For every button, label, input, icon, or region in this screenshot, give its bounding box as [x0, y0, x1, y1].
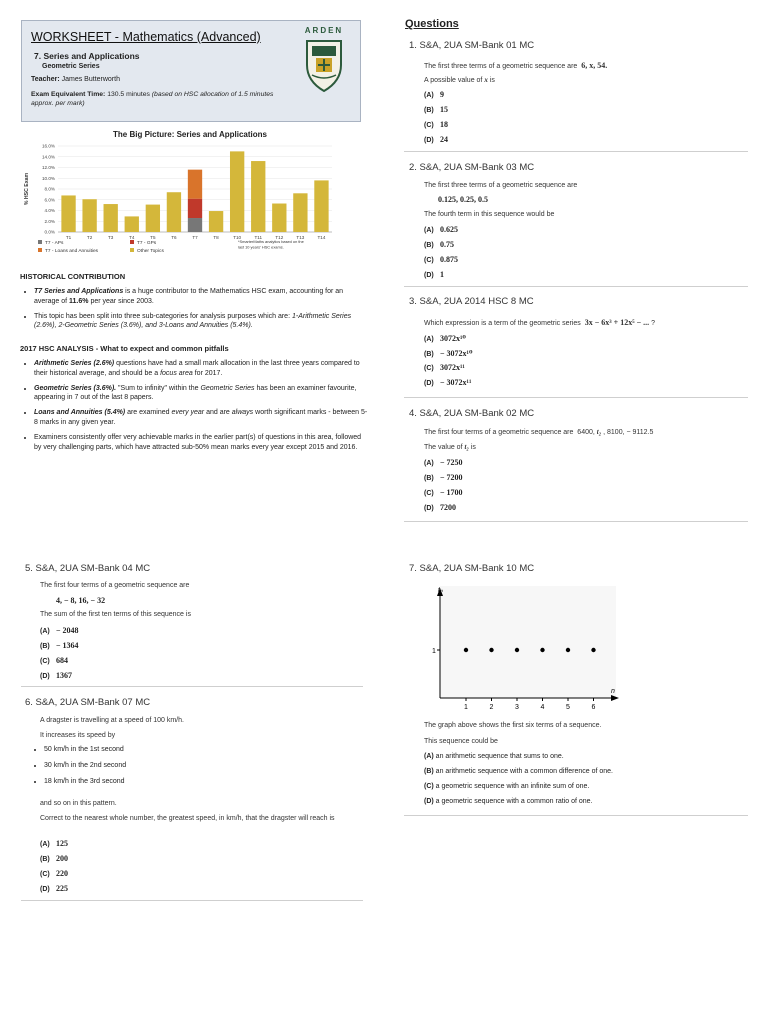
bar-T4 [125, 216, 139, 232]
q5-heading: 5. S&A, 2UA SM-Bank 04 MC [25, 563, 151, 574]
q3-options [424, 333, 472, 393]
exam-time-label: Exam Equivalent Time: [31, 91, 106, 98]
q6-option-a[interactable] [40, 839, 68, 854]
x-tick-label: T5 [150, 235, 156, 240]
bar-T1 [61, 195, 75, 232]
q7-option-c-value: a geometric sequence with an infinite sum of one. [435, 783, 590, 790]
chart-title: The Big Picture: Series and Applications [113, 130, 267, 139]
q5-option-c-letter: (C) [40, 658, 50, 665]
q2-option-c-value: 0.875 [440, 255, 458, 264]
q3-option-a[interactable] [424, 333, 472, 348]
q2-option-b-value: 0.75 [440, 240, 454, 249]
q2-option-d-letter: (D) [424, 272, 434, 279]
q1-option-b-letter: (B) [424, 107, 434, 114]
q7-option-d[interactable] [424, 798, 613, 813]
q5-expression: 4, − 8, 16, − 32 [56, 596, 106, 605]
q4-text: The first four terms of a geometric sequence are [424, 429, 574, 436]
q3-option-b-value: − 3072x¹⁰ [440, 349, 473, 358]
q7-divider [404, 815, 748, 816]
teacher-line [31, 76, 120, 83]
x-tick-label: T13 [296, 235, 305, 240]
x-tick-label: T14 [317, 235, 326, 240]
q1-option-b-value: 15 [440, 105, 448, 114]
q6-option-d[interactable] [40, 884, 68, 899]
q7-option-d-letter: (D) [424, 798, 434, 805]
q5-option-a-value: − 2048 [56, 626, 79, 635]
q7-heading: 7. S&A, 2UA SM-Bank 10 MC [409, 563, 535, 574]
teacher-label: Teacher: [31, 76, 60, 83]
q4-expression-term: t₂ [596, 428, 602, 436]
x-tick-label: T2 [86, 235, 93, 240]
x-tick-label: T3 [108, 235, 114, 240]
y-tick-label: 16.0% [41, 143, 55, 149]
analysis-bullet-3 [34, 408, 368, 428]
bar-T10 [230, 151, 244, 232]
q3-option-c-letter: (C) [424, 365, 434, 372]
q4-option-b-letter: (B) [424, 475, 434, 482]
q5-option-c[interactable] [40, 656, 79, 671]
q4-option-b[interactable] [424, 473, 463, 488]
historical-b1-end: per year since 2003. [88, 297, 154, 305]
q7-text: The graph above shows the first six terms of a sequence. [424, 722, 602, 729]
bar-T8 [209, 211, 223, 232]
q7-option-b[interactable] [424, 768, 613, 783]
analysis-b1-end: for 2017. [192, 369, 223, 377]
q7-sequence-graph [424, 580, 624, 710]
q7-sequence-point [489, 648, 493, 652]
q4-option-c-letter: (C) [424, 490, 434, 497]
q3-text-end: ? [651, 320, 656, 327]
analysis-b2-end: has been an examiner favourite, appearing in 7 out of the last 8 papers. [34, 384, 357, 402]
bar-T13 [293, 193, 307, 232]
q7-sequence-point [540, 648, 544, 652]
topic-title: 7. Series and Applications [34, 51, 140, 61]
q7-text2: This sequence could be [424, 738, 498, 745]
y-tick-label: 2.0% [44, 218, 55, 224]
chart-footnote: *SmarterMaths analytics based on the [238, 239, 304, 244]
q2-option-c-letter: (C) [424, 257, 434, 264]
q7-x-tick-label: 6 [591, 704, 596, 710]
analysis-b2-em: Geometric Series (3.6%). [34, 384, 117, 392]
q4-variable: t₂ [464, 443, 469, 451]
q5-option-b-value: − 1364 [56, 641, 79, 650]
q4-stem-2 [424, 443, 476, 451]
analysis-b3-end: worth significant marks - between 5-8 marks in any given year. [34, 409, 368, 426]
big-picture-chart [20, 128, 360, 264]
bar-T7 [188, 170, 202, 199]
q6-text3: and so on in this pattern. [40, 800, 117, 807]
historical-b1-text: is a huge contributor to the Mathematics HSC exam, accounting for an average of [34, 288, 344, 305]
historical-title: HISTORICAL CONTRIBUTION [20, 272, 126, 281]
y-tick-label: 4.0% [44, 208, 55, 213]
q2-option-a-letter: (A) [424, 227, 434, 234]
q2-option-d-value: 1 [440, 270, 444, 279]
q4-option-a-letter: (A) [424, 460, 434, 467]
q2-option-a-value: 0.625 [440, 225, 458, 234]
x-tick-label: T7 [192, 235, 198, 240]
analysis-b3-text: are examined [125, 409, 172, 417]
analysis-b3-em3: always [231, 409, 254, 417]
bar-chart [20, 140, 360, 264]
q1-option-d-value: 24 [440, 135, 448, 144]
legend-label: Other Topics [137, 249, 164, 254]
q6-text2: It increases its speed by [40, 732, 116, 739]
x-tick-label: T10 [233, 235, 242, 240]
q4-option-c[interactable] [424, 488, 463, 503]
q7-sequence-point [566, 648, 570, 652]
q4-expression-a: 6400, [577, 429, 595, 436]
x-tick-label: T11 [254, 235, 263, 240]
q7-option-b-letter: (B) [424, 768, 434, 775]
legend-label: T7 - Loans and Annuities [45, 249, 99, 254]
q7-y-tick-label: 1 [432, 648, 436, 655]
q6-option-d-letter: (D) [40, 886, 50, 893]
legend-swatch [38, 240, 42, 244]
historical-b1-em: T7 Series and Applications [34, 288, 124, 295]
q7-x-tick-label: 2 [489, 704, 494, 710]
subtopic-title: Geometric Series [42, 63, 100, 70]
q4-option-a[interactable] [424, 458, 463, 473]
q1-expression: 6, x, 54. [581, 61, 608, 70]
q6-heading: 6. S&A, 2UA SM-Bank 07 MC [25, 697, 151, 708]
analysis-b1-text: questions have had a small mark allocation in the last three years compared to their historical average, and should be a [34, 360, 360, 377]
historical-b2-text: This topic has been split into three sub-categories for analysis purposes which are: [34, 312, 292, 320]
q3-option-d-value: − 3072x¹¹ [440, 378, 472, 387]
y-tick-label: 0.0% [44, 229, 55, 235]
q1-option-d-letter: (D) [424, 137, 434, 144]
y-tick-label: 8.0% [44, 186, 55, 192]
q5-divider [21, 686, 363, 687]
q5-text: The first four terms of a geometric sequence are [40, 582, 190, 589]
q7-option-a[interactable] [424, 753, 613, 768]
q1-option-a[interactable] [424, 90, 448, 105]
bar-T7 [188, 199, 202, 218]
q4-option-d-value: 7200 [440, 503, 456, 512]
q7-option-a-letter: (A) [424, 753, 434, 760]
q5-option-d-value: 1367 [56, 671, 72, 680]
analysis-list [20, 359, 368, 457]
q1-option-d[interactable] [424, 135, 448, 150]
bar-T12 [272, 204, 286, 232]
q6-option-d-value: 225 [56, 884, 68, 893]
q6-text4: Correct to the nearest whole number, the greatest speed, in km/h, that the dragster will reach is [40, 815, 335, 822]
q7-option-a-value: an arithmetic sequence that sums to one. [435, 753, 564, 760]
y-tick-label: 6.0% [44, 197, 55, 203]
q6-bullet-2: • 30 km/h in the 2nd second [44, 761, 364, 771]
legend-swatch [38, 248, 42, 252]
historical-list [20, 287, 368, 336]
bar-T7 [188, 218, 202, 232]
q4-stem [424, 428, 653, 436]
exam-time-note: (based on HSC allocation of 1.5 minutes approx. per mark) [31, 91, 274, 108]
analysis-bullet-1 [34, 359, 368, 379]
q3-option-c-value: 3072x¹¹ [440, 363, 465, 372]
x-tick-label: T12 [275, 235, 284, 240]
q3-option-a-value: 3072x¹⁰ [440, 334, 466, 343]
q4-option-d-letter: (D) [424, 505, 434, 512]
q1-text2: A possible value of [424, 77, 483, 84]
legend-label: T7 - APs [45, 241, 64, 246]
y-tick-label: 10.0% [41, 175, 55, 181]
logo-text: ARDEN [304, 26, 344, 35]
q7-y-label: tₙ [438, 587, 443, 594]
q2-divider [404, 286, 748, 287]
q3-option-a-letter: (A) [424, 336, 434, 343]
historical-b1-pct: 11.6% [69, 297, 89, 305]
exam-time-value: 130.5 minutes [107, 91, 150, 98]
arden-logo [298, 26, 350, 96]
q4-divider [404, 521, 748, 522]
bar-T11 [251, 161, 265, 232]
q1-option-c[interactable] [424, 120, 448, 135]
analysis-title: 2017 HSC ANALYSIS - What to expect and common pitfalls [20, 344, 229, 353]
worksheet-header [21, 20, 361, 122]
q6-divider [21, 900, 363, 901]
q7-sequence-point [591, 648, 595, 652]
analysis-b2-text: "Sum to infinity" within the [116, 384, 201, 392]
q7-sequence-point [464, 648, 468, 652]
q4-options [424, 458, 463, 518]
q1-option-c-letter: (C) [424, 122, 434, 129]
q7-x-tick-label: 3 [515, 704, 519, 710]
analysis-b3-mid: and are [204, 409, 232, 417]
q2-expression: 0.125, 0.25, 0.5 [438, 195, 488, 204]
questions-title: Questions [405, 18, 459, 30]
q5-option-a-letter: (A) [40, 628, 50, 635]
q3-expression: 3x − 6x³ + 12x⁵ − ... [584, 318, 650, 327]
q7-option-c[interactable] [424, 783, 613, 798]
teacher-name: James Butterworth [61, 76, 120, 83]
q6-option-c[interactable] [40, 869, 68, 884]
q1-heading: 1. S&A, 2UA SM-Bank 01 MC [409, 40, 535, 51]
q6-bullet-3: • 18 km/h in the 3rd second [44, 777, 364, 787]
q1-option-a-value: 9 [440, 90, 444, 99]
q6-option-a-letter: (A) [40, 841, 50, 848]
q3-heading: 3. S&A, 2UA 2014 HSC 8 MC [409, 296, 534, 307]
analysis-b3-em2: every year [171, 409, 205, 417]
q4-text2-end: is [470, 444, 476, 451]
q1-stem [424, 61, 607, 70]
analysis-b1-em: Arithmetic Series (2.6%) [34, 360, 115, 367]
q3-option-c[interactable] [424, 363, 472, 378]
q7-x-tick-label: 1 [464, 704, 468, 710]
q4-option-b-value: − 7200 [440, 473, 463, 482]
q7-option-d-value: a geometric sequence with a common ratio of one. [435, 798, 593, 805]
analysis-bullet-4: • Examiners consistently offer very achievable marks in the earlier part(s) of questions in this area, followed by very challenging parts, which have attracted sub-50% mean marks every year except 2015 and 2016. [34, 433, 368, 453]
q2-text: The first three terms of a geometric sequence are [424, 182, 578, 189]
y-tick-label: 14.0% [41, 154, 55, 160]
q7-option-b-value: an arithmetic sequence with a common difference of one. [435, 768, 613, 775]
analysis-bullet-2 [34, 384, 368, 404]
q6-option-b[interactable] [40, 854, 68, 869]
bar-T5 [146, 205, 160, 232]
historical-bullet-2 [34, 312, 368, 332]
q5-option-b-letter: (B) [40, 643, 50, 650]
q3-option-b[interactable] [424, 348, 472, 363]
q7-x-tick-label: 5 [566, 704, 570, 710]
q2-option-d[interactable] [424, 270, 458, 285]
legend-label: T7 - GPs [137, 241, 157, 246]
q5-option-c-value: 684 [56, 656, 68, 665]
y-axis-label: % HSC Exam [24, 172, 30, 206]
y-tick-label: 12.0% [41, 165, 55, 170]
q5-option-b[interactable] [40, 641, 79, 656]
shield-icon [298, 35, 350, 93]
q2-option-c[interactable] [424, 255, 458, 270]
legend-swatch [130, 248, 134, 252]
q1-divider [404, 151, 748, 152]
q6-option-c-letter: (C) [40, 871, 50, 878]
q5-option-d[interactable] [40, 671, 79, 686]
q7-options [424, 753, 613, 813]
q7-sequence-point [515, 648, 519, 652]
x-tick-label: T8 [213, 235, 219, 240]
q5-options [40, 626, 79, 686]
x-tick-label: T4 [129, 235, 135, 240]
bar-T3 [104, 204, 118, 232]
q1-text: The first three terms of a geometric sequence are [424, 63, 578, 70]
q3-option-d-letter: (D) [424, 380, 434, 387]
historical-bullet-1 [34, 287, 368, 307]
bar-T2 [82, 199, 96, 232]
q2-option-b[interactable] [424, 240, 458, 255]
historical-b2-em: 1-Arithmetic Series (2.6%), 2-Geometric Series (3.6%), and 3-Loans and Annuities (5.4%). [34, 312, 352, 330]
q6-text: A dragster is travelling at a speed of 100 km/h. [40, 717, 184, 724]
q6-options [40, 839, 68, 899]
x-tick-label: T1 [65, 235, 72, 240]
q1-option-c-value: 18 [440, 120, 448, 129]
q2-text2: The fourth term in this sequence would be [424, 211, 555, 218]
q1-option-a-letter: (A) [424, 92, 434, 99]
q7-x-label: n [611, 688, 615, 695]
worksheet-title: WORKSHEET - Mathematics (Advanced) [31, 30, 261, 44]
q1-text2-end: is [489, 77, 495, 84]
q6-option-b-letter: (B) [40, 856, 50, 863]
q3-text: Which expression is a term of the geometric series [424, 320, 581, 327]
q3-stem [424, 318, 655, 327]
q1-options [424, 90, 448, 150]
q1-stem-2 [424, 76, 495, 84]
bar-T6 [167, 192, 181, 232]
q6-bullets [30, 745, 364, 792]
chart-footnote: last 10 years' HSC exams. [238, 244, 284, 250]
analysis-b3-em: Loans and Annuities (5.4%) [34, 409, 126, 417]
q5-option-d-letter: (D) [40, 673, 50, 680]
q7-x-tick-label: 4 [540, 704, 545, 710]
q4-text2: The value of [424, 444, 463, 451]
exam-time-line [31, 90, 286, 108]
q5-text2: The sum of the first ten terms of this sequence is [40, 611, 191, 618]
q1-variable: x [484, 76, 488, 84]
q3-divider [404, 397, 748, 398]
q4-expression-b: , 8100, − 9112.5 [603, 429, 654, 436]
q2-option-a[interactable] [424, 225, 458, 240]
q7-option-c-letter: (C) [424, 783, 434, 790]
q4-option-d[interactable] [424, 503, 463, 518]
q6-bullet-1: • 50 km/h in the 1st second [44, 745, 364, 755]
q2-heading: 2. S&A, 2UA SM-Bank 03 MC [409, 162, 535, 173]
q6-option-a-value: 125 [56, 839, 68, 848]
legend-swatch [130, 240, 134, 244]
q5-option-a[interactable] [40, 626, 79, 641]
q4-heading: 4. S&A, 2UA SM-Bank 02 MC [409, 408, 535, 419]
q4-option-c-value: − 1700 [440, 488, 463, 497]
q3-option-b-letter: (B) [424, 351, 434, 358]
q2-option-b-letter: (B) [424, 242, 434, 249]
q6-option-c-value: 220 [56, 869, 68, 878]
analysis-b2-em2: Geometric Series [200, 384, 255, 392]
q6-option-b-value: 200 [56, 854, 68, 863]
q1-option-b[interactable] [424, 105, 448, 120]
bar-T14 [314, 180, 328, 232]
analysis-b1-em2: focus area [160, 369, 193, 377]
q2-options [424, 225, 458, 285]
q3-option-d[interactable] [424, 378, 472, 393]
q4-option-a-value: − 7250 [440, 458, 463, 467]
x-tick-label: T6 [171, 235, 177, 240]
